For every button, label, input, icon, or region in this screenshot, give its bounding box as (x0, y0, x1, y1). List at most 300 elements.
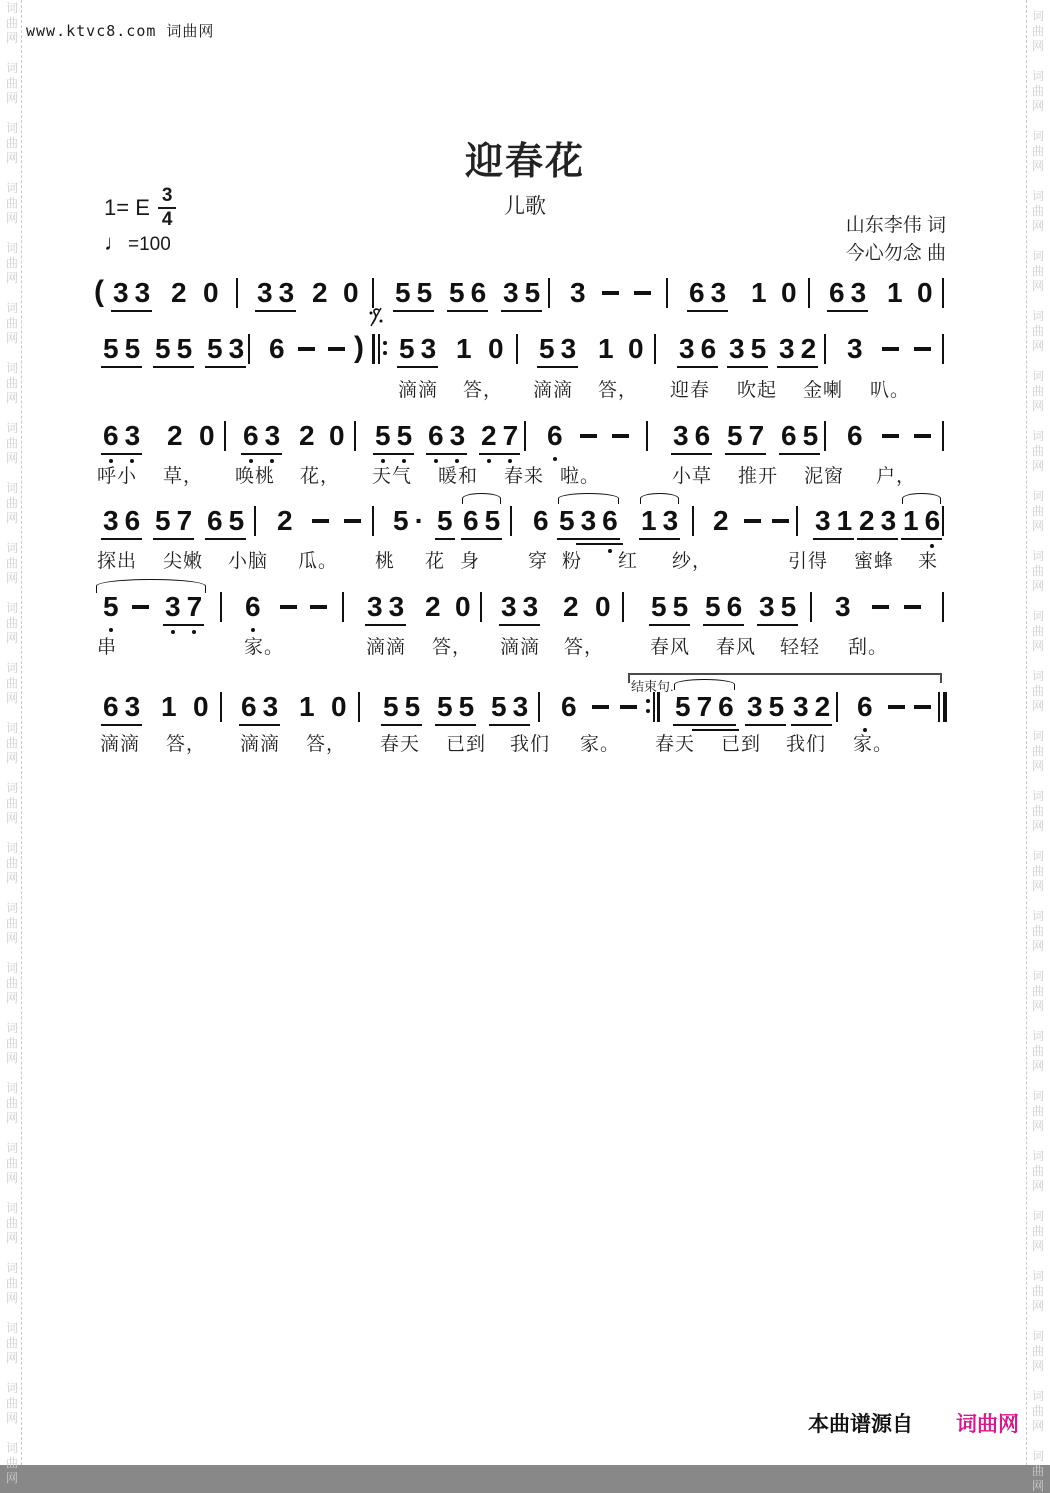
note-digit: 2 (167, 420, 183, 451)
note-group (884, 278, 906, 308)
song-genre: 儿歌 (504, 195, 546, 218)
side-watermark-char: 曲 (6, 136, 19, 150)
barline (510, 506, 512, 536)
side-watermark-char: 词 (1032, 969, 1045, 983)
lyric: 春风 (650, 637, 691, 658)
note-group (100, 692, 143, 722)
side-watermark-char: 网 (6, 1351, 19, 1365)
note-digit: 6 (242, 592, 264, 622)
lyric: 推开 (738, 466, 779, 487)
note-group (592, 592, 614, 622)
barline (692, 506, 694, 536)
lyric: 答， (463, 380, 504, 401)
side-watermark-char: 词 (1032, 1149, 1045, 1163)
note-digit: 5 (124, 333, 141, 364)
note-group (296, 692, 318, 722)
side-watermark-char: 词 (1032, 789, 1045, 803)
note-group (826, 278, 869, 308)
side-watermark-char: 词 (6, 541, 19, 555)
side-watermark-char: 网 (6, 91, 19, 105)
note-digit: 1 (598, 333, 614, 364)
lyricist-credit: 山东李伟 词 (845, 215, 946, 236)
lyric: 啦。 (560, 466, 601, 487)
ending-bracket (628, 673, 942, 694)
note-digit: 3 (501, 591, 517, 622)
note-digit: 3 (257, 277, 273, 308)
note-digit: 2 (859, 505, 875, 536)
note-digit: 5 (802, 420, 819, 451)
note-digit: 7 (184, 592, 206, 622)
barline (808, 278, 810, 308)
side-watermark-char: 网 (1032, 1419, 1045, 1433)
note-group (425, 421, 468, 451)
note-digit: 1 (161, 691, 177, 722)
dash-rest (914, 434, 931, 438)
note-digit: 6 (847, 420, 863, 451)
note-group (274, 506, 296, 536)
note-group (670, 421, 713, 451)
side-watermark-char: 词 (6, 1, 19, 15)
note-digit: 2 (312, 277, 328, 308)
note-group (560, 592, 582, 622)
side-watermark-char: 网 (1032, 1359, 1045, 1373)
lyric: 家。 (853, 734, 894, 755)
lyric: 花， (300, 466, 341, 487)
note-digit: 6 (689, 277, 705, 308)
lyric: 答， (306, 734, 347, 755)
note-digit: 2 (478, 421, 500, 451)
side-watermark-char: 曲 (6, 1396, 19, 1410)
note-digit: 6 (694, 420, 711, 451)
dash-rest (328, 347, 345, 351)
side-watermark-char: 曲 (6, 316, 19, 330)
side-watermark-char: 网 (1032, 1059, 1045, 1073)
note-digit: 3 (847, 333, 863, 364)
side-watermark-char: 词 (6, 241, 19, 255)
note-group (710, 506, 732, 536)
side-watermark-char: 曲 (6, 556, 19, 570)
note-digit: 6 (829, 277, 845, 308)
dash-rest (612, 434, 629, 438)
song-title: 迎春花 (464, 141, 585, 183)
side-watermark-char: 曲 (1032, 1284, 1045, 1298)
note-digit: 5 (100, 592, 122, 622)
note-group (380, 692, 423, 722)
side-watermark-char: 曲 (6, 1336, 19, 1350)
side-watermark-char: 网 (6, 871, 19, 885)
side-watermark-char: 网 (1032, 39, 1045, 53)
side-watermark-char: 网 (6, 691, 19, 705)
lyric: 滴滴 (533, 380, 574, 401)
lyric: 花 (425, 551, 446, 572)
note-digit: 5 (458, 691, 475, 722)
note-digit: 5 (675, 691, 691, 722)
note-digit: 3 (662, 505, 679, 536)
note-digit: 3 (134, 277, 151, 308)
note-digit: 2 (277, 505, 293, 536)
side-watermark-char: 曲 (6, 1096, 19, 1110)
note-group (778, 421, 821, 451)
lyric: 春风 (716, 637, 757, 658)
side-watermark-char: 词 (6, 61, 19, 75)
side-watermark-char: 网 (1032, 159, 1045, 173)
side-watermark-char: 词 (6, 1321, 19, 1335)
note-digit: 5 (155, 505, 171, 536)
note-digit: 1 (456, 333, 472, 364)
lyric: 蜜蜂 (854, 551, 895, 572)
lyric: 春来 (504, 466, 545, 487)
side-watermark-char: 网 (6, 931, 19, 945)
barline (538, 692, 540, 722)
note-group (744, 692, 787, 722)
lyric: 小脑 (228, 551, 269, 572)
note-group (556, 506, 621, 536)
note-group (625, 334, 647, 364)
side-watermark-char: 词 (1032, 609, 1045, 623)
note-group (558, 692, 580, 722)
note-group (422, 592, 444, 622)
barline (942, 592, 944, 622)
note-digit: 5 (372, 421, 394, 451)
side-watermark-char: 网 (6, 811, 19, 825)
note-digit: 6 (207, 505, 223, 536)
side-watermark-char: 词 (1032, 249, 1045, 263)
note-digit: 0 (781, 277, 797, 308)
side-watermark-char: 网 (1032, 579, 1045, 593)
side-watermark-char: 网 (1032, 459, 1045, 473)
composer-credit: 今心勿念 曲 (845, 243, 946, 264)
lyric: 穿 (528, 551, 549, 572)
lyric: 滴滴 (500, 637, 541, 658)
lyric: 家。 (580, 734, 621, 755)
note-digit: 7 (176, 505, 193, 536)
note-group (158, 692, 180, 722)
lyric: 滴滴 (240, 734, 281, 755)
dash-rest (744, 519, 761, 523)
side-watermark-char: 曲 (1032, 1104, 1045, 1118)
side-watermark-char: 网 (1032, 879, 1045, 893)
dash-rest (888, 705, 905, 709)
note-group (164, 421, 186, 451)
note-digit: 3 (850, 277, 867, 308)
footer-site-label: 词曲网 (956, 1413, 1019, 1436)
side-watermark-char: 曲 (6, 676, 19, 690)
note-digit: 0 (343, 277, 359, 308)
side-watermark-char: 网 (6, 451, 19, 465)
side-watermark-char: 网 (1032, 999, 1045, 1013)
note-digit: 3 (388, 591, 405, 622)
side-watermark-char: 曲 (6, 1156, 19, 1170)
barline (372, 506, 374, 536)
note-digit: 0 (329, 420, 345, 451)
lyric: 已到 (446, 734, 487, 755)
footer-source-label: 本曲谱源自 (808, 1413, 913, 1436)
barline (654, 334, 656, 364)
barline (254, 506, 256, 536)
side-watermark-char: 词 (1032, 1389, 1045, 1403)
note-group (200, 278, 222, 308)
note-group (204, 334, 247, 364)
note-digit: 6 (922, 506, 944, 536)
lyric: 我们 (510, 734, 551, 755)
note-group (434, 506, 456, 536)
lyric: 天气 (372, 466, 413, 487)
side-watermark-char: 曲 (6, 856, 19, 870)
note-digit: 6 (103, 691, 119, 722)
lyric: 瓜。 (298, 551, 339, 572)
note-group (536, 334, 579, 364)
note-group (595, 334, 617, 364)
side-watermark-char: 曲 (6, 376, 19, 390)
repeat-end-barline (646, 692, 662, 722)
side-watermark-char: 词 (1032, 489, 1045, 503)
barline (942, 421, 944, 451)
side-watermark-char: 曲 (1032, 1164, 1045, 1178)
side-watermark-char: 词 (1032, 1329, 1045, 1343)
note-group (390, 506, 427, 536)
note-digit: 6 (544, 421, 566, 451)
note-digit: 5 (399, 333, 415, 364)
note-group (672, 692, 737, 722)
note-digit: 5 (416, 277, 433, 308)
tempo-value: =100 (128, 234, 171, 255)
note-digit: 5 (672, 591, 689, 622)
barline (548, 278, 550, 308)
dash-rest (634, 291, 651, 295)
side-watermark-char: 词 (6, 1081, 19, 1095)
side-watermark-char: 网 (6, 991, 19, 1005)
note-group (756, 592, 799, 622)
side-watermark-char: 词 (6, 421, 19, 435)
side-watermark-char: 曲 (1032, 144, 1045, 158)
note-group (328, 692, 350, 722)
side-watermark-char: 曲 (6, 736, 19, 750)
side-watermark-char: 网 (6, 1171, 19, 1185)
barline (236, 278, 238, 308)
note-group (266, 334, 288, 364)
lyric: 春天 (380, 734, 421, 755)
side-watermark-char: 词 (1032, 189, 1045, 203)
side-watermark-char: 词 (6, 781, 19, 795)
side-watermark-char: 曲 (6, 1276, 19, 1290)
note-digit: 3 (512, 691, 529, 722)
note-digit: 6 (463, 505, 479, 536)
side-watermark-char: 词 (1032, 1449, 1045, 1463)
side-watermark-char: 曲 (1032, 84, 1045, 98)
lyric: 轻轻 (780, 637, 821, 658)
barline (354, 421, 356, 451)
note-group (488, 692, 531, 722)
note-digit: 7 (748, 420, 765, 451)
note-digit: 0 (199, 420, 215, 451)
note-digit: 5 (484, 505, 501, 536)
side-watermark-char: 词 (1032, 1089, 1045, 1103)
note-group (724, 421, 767, 451)
note-digit: 2 (299, 420, 315, 451)
note-digit: 3 (747, 691, 763, 722)
lyric: 唤桃 (235, 466, 276, 487)
note-digit: 5 (393, 505, 409, 536)
note-digit: 3 (779, 333, 795, 364)
lyric: 答， (432, 637, 473, 658)
lyric: 探出 (97, 551, 138, 572)
side-watermark-char: 曲 (1032, 564, 1045, 578)
side-watermark-char: 网 (6, 1111, 19, 1125)
note-group (162, 592, 205, 622)
note-digit: 3 (578, 506, 600, 536)
note-group (567, 278, 589, 308)
note-group (100, 592, 122, 622)
lyric: 金喇 (803, 380, 844, 401)
lyric: 尖嫩 (163, 551, 204, 572)
note-digit: 5 (176, 333, 193, 364)
dash-rest (310, 605, 327, 609)
note-group (914, 278, 936, 308)
note-digit: 3 (447, 421, 469, 451)
note-digit: 0 (331, 691, 347, 722)
side-watermark-char: 曲 (6, 916, 19, 930)
side-watermark-char: 曲 (1032, 1224, 1045, 1238)
note-digit: 7 (500, 421, 522, 451)
note-group (152, 506, 195, 536)
parenthesis: ) (354, 331, 364, 364)
lyric: 呼小 (97, 466, 138, 487)
side-watermark-char: 曲 (1032, 204, 1045, 218)
side-watermark-char: 网 (6, 631, 19, 645)
note-group (778, 278, 800, 308)
side-watermark-char: 网 (6, 151, 19, 165)
side-watermark-char: 网 (1032, 699, 1045, 713)
note-digit: 3 (729, 333, 745, 364)
lyric: 刮。 (848, 637, 889, 658)
dash-rest (772, 519, 789, 523)
note-digit: 5 (207, 333, 223, 364)
barline (248, 334, 250, 364)
side-watermark-char: 曲 (1032, 924, 1045, 938)
note-digit: 5 (539, 333, 555, 364)
side-watermark-char: 网 (6, 751, 19, 765)
note-group (240, 421, 283, 451)
dash-rest (882, 347, 899, 351)
final-barline (938, 692, 954, 722)
note-group (190, 692, 212, 722)
barline (942, 506, 944, 536)
note-digit: 3 (262, 421, 284, 451)
quarter-note-icon: ♩ (104, 230, 126, 255)
side-watermark-char: 曲 (6, 1216, 19, 1230)
ending-label: 结束句. (631, 679, 674, 694)
note-group (844, 334, 866, 364)
note-group (340, 278, 362, 308)
lyric: 粉 (562, 551, 583, 572)
note-digit: 0 (917, 277, 933, 308)
side-watermark-char: 网 (6, 211, 19, 225)
note-group (204, 506, 247, 536)
note-group (100, 334, 143, 364)
lyric: 滴滴 (100, 734, 141, 755)
barline (224, 421, 226, 451)
note-digit: 5 (449, 277, 465, 308)
side-watermark-char: 网 (6, 331, 19, 345)
time-numerator: 3 (158, 186, 177, 209)
side-watermark-char: 曲 (6, 976, 19, 990)
barline (796, 506, 798, 536)
note-group (242, 592, 264, 622)
side-watermark-char: 词 (6, 721, 19, 735)
dash-rest (882, 434, 899, 438)
note-digit: 3 (815, 505, 831, 536)
note-digit: 3 (710, 277, 727, 308)
note-group (478, 421, 521, 451)
barline (480, 592, 482, 622)
note-digit: 0 (628, 333, 644, 364)
dash-rest (872, 605, 889, 609)
side-watermark-char: 曲 (6, 796, 19, 810)
note-digit: 3 (162, 592, 184, 622)
note-digit: 2 (171, 277, 187, 308)
note-group (460, 506, 503, 536)
note-group (309, 278, 331, 308)
note-digit: 5 (768, 691, 785, 722)
barline (942, 278, 944, 308)
note-group (152, 334, 195, 364)
side-watermark-char: 词 (6, 481, 19, 495)
side-watermark-char: 曲 (1032, 1464, 1045, 1478)
lyric: 春天 (655, 734, 696, 755)
side-watermark-char: 词 (6, 1021, 19, 1035)
side-watermark-char: 网 (6, 31, 19, 45)
note-group (686, 278, 729, 308)
note-digit: 1 (903, 505, 919, 536)
side-watermark-char: 词 (6, 841, 19, 855)
note-digit: 5 (524, 277, 541, 308)
side-watermark-char: 网 (6, 1411, 19, 1425)
side-watermark-char: 曲 (1032, 624, 1045, 638)
dash-rest (298, 347, 315, 351)
note-digit: 2 (800, 333, 817, 364)
side-watermark-char: 网 (1032, 1479, 1045, 1493)
side-watermark-char: 词 (6, 301, 19, 315)
note-digit: 3 (679, 333, 695, 364)
note-group (844, 421, 866, 451)
note-digit: 2 (814, 691, 831, 722)
side-watermark-char: 网 (1032, 939, 1045, 953)
barline (666, 278, 668, 308)
barline (824, 334, 826, 364)
note-digit: 3 (880, 505, 897, 536)
parenthesis: ( (94, 275, 104, 308)
note-digit: 3 (124, 691, 141, 722)
note-digit: 5 (437, 691, 453, 722)
note-digit: 3 (113, 277, 129, 308)
note-digit: 2 (563, 591, 579, 622)
note-digit: 3 (367, 591, 383, 622)
lyric: 滴滴 (366, 637, 407, 658)
side-watermark-char: 曲 (1032, 24, 1045, 38)
lyric: 纱， (672, 551, 713, 572)
note-digit: 6 (425, 421, 447, 451)
lyric: 吹起 (737, 380, 778, 401)
note-digit: 5 (395, 277, 411, 308)
side-watermark-char: 词 (6, 181, 19, 195)
dash-rest (914, 347, 931, 351)
side-watermark-char: 词 (1032, 669, 1045, 683)
side-watermark-char: 网 (1032, 339, 1045, 353)
lyric: 已到 (721, 734, 762, 755)
note-digit: 1 (887, 277, 903, 308)
note-digit: 3 (560, 333, 577, 364)
note-digit: 3 (503, 277, 519, 308)
